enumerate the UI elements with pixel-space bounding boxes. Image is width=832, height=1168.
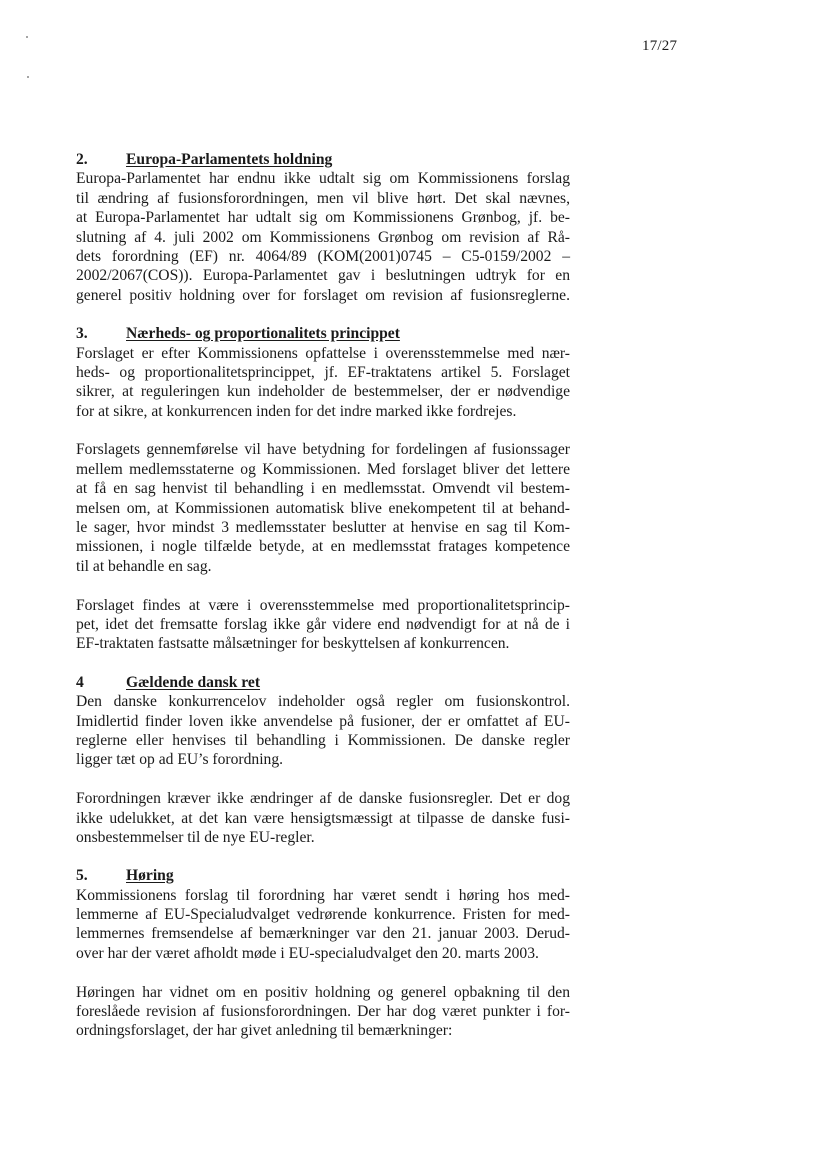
text-line: for at sikre, at konkurrencen inden for det indre marked ikke fordrejes. <box>76 402 517 420</box>
section-4 <box>76 673 570 848</box>
section-2 <box>76 150 570 305</box>
paragraph <box>76 344 570 422</box>
section-3 <box>76 324 570 654</box>
scan-speck <box>26 36 28 38</box>
text-line: foreslåede revision af fusionsforordningen. Der har dog været punkter i for- <box>76 1003 570 1021</box>
text-line: dets forordning (EF) nr. 4064/89 (KOM(2001)0745 – C5-0159/2002 – <box>76 247 570 265</box>
section-heading <box>76 673 570 692</box>
text-line: Forordningen kræver ikke ændringer af de danske fusionsregler. Det er dog <box>76 790 570 808</box>
document-body <box>76 150 570 1060</box>
text-line: over har der været afholdt møde i EU-specialudvalget den 20. marts 2003. <box>76 944 539 962</box>
text-line: Kommissionens forslag til forordning har været sendt i høring hos med- <box>76 886 570 904</box>
text-line: missionen, i nogle tilfælde betyde, at en medlemsstat fratages kompetence <box>76 538 570 556</box>
paragraph <box>76 886 570 964</box>
paragraph <box>76 440 570 576</box>
section-title: Europa-Parlamentets holdning <box>126 151 333 168</box>
text-line: slutning af 4. juli 2002 om Kommissionens Grønbog om revision af Rå- <box>76 228 570 246</box>
section-5 <box>76 866 570 1041</box>
paragraph <box>76 692 570 770</box>
text-line: lemmernes fremsendelse af bemærkninger var den 21. januar 2003. Derud- <box>76 925 570 943</box>
text-line: pet, idet det fremsatte forslag ikke går videre end nødvendigt for at nå de i <box>76 615 570 633</box>
page-number: 17/27 <box>642 38 678 54</box>
text-line: Den danske konkurrencelov indeholder også regler om fusionskontrol. <box>76 693 570 711</box>
section-title: Høring <box>126 867 174 885</box>
text-line: mellem medlemsstaterne og Kommissionen. Med forslaget bliver det lettere <box>76 460 570 478</box>
section-title: Nærheds- og proportionalitets princippet <box>126 325 400 343</box>
text-line: at få en sag henvist til behandling i en medlemsstat. Omvendt vil bestem- <box>76 480 570 498</box>
text-line: Forslaget findes at være i overensstemmelse med proportionalitetsprincip- <box>76 596 570 614</box>
text-line: lemmerne af EU-Specialudvalget vedrørende konkurrence. Fristen for med- <box>76 906 570 924</box>
text-line: Europa-Parlamentet har endnu ikke udtalt sig om Kommissionens forslag <box>76 170 570 188</box>
text-line: Høringen har vidnet om en positiv holdning og generel opbakning til den <box>76 983 570 1001</box>
text-line: EF-traktaten fastsatte målsætninger for beskyttelsen af konkurrencen. <box>76 635 510 653</box>
text-line: ligger tæt op ad EU’s forordning. <box>76 751 284 769</box>
text-line: reglerne eller henvises til behandling i Kommissionen. De danske regler <box>76 731 570 749</box>
text-line: melsen om, at Kommissionen automatisk blive enekompetent til at behand- <box>76 499 570 517</box>
section-heading <box>76 324 570 343</box>
paragraph <box>76 596 570 654</box>
section-title: Gældende dansk ret <box>126 673 261 691</box>
text-line: heds- og proportionalitetsprincippet, jf. EF-traktatens artikel 5. Forslaget <box>76 363 570 381</box>
paragraph <box>76 169 570 305</box>
text-line: generel positiv holdning over for forslaget om revision af fusionsreglerne. <box>76 286 570 304</box>
text-line: at Europa-Parlamentet har udtalt sig om Kommissionens Grønbog, jf. be- <box>76 209 570 227</box>
text-line: ordningsforslaget, der har givet anledning til bemærkninger: <box>76 1022 453 1040</box>
text-line: le sager, hvor mindst 3 medlemsstater beslutter at henvise en sag til Kom- <box>76 519 570 537</box>
text-line: Forslaget er efter Kommissionens opfattelse i overensstemmelse med nær- <box>76 344 570 362</box>
section-number: 3. <box>76 325 88 343</box>
text-line: onsbestemmelser til de nye EU-regler. <box>76 828 315 846</box>
text-line: Forslagets gennemførelse vil have betydning for fordelingen af fusionssager <box>76 441 570 459</box>
text-line: til ændring af fusionsforordningen, men vil blive hørt. Det skal nævnes, <box>76 189 570 207</box>
section-number: 4 <box>76 673 84 691</box>
text-line: sikrer, at reguleringen kun indeholder de bestemmelser, der er nødvendige <box>76 383 570 401</box>
text-line: Imidlertid finder loven ikke anvendelse på fusioner, der er omfattet af EU- <box>76 712 570 730</box>
section-number: 5. <box>76 867 88 885</box>
scan-speck <box>27 76 29 78</box>
paragraph <box>76 983 570 1041</box>
text-line: ikke udelukket, at det kan være hensigtsmæssigt at tilpasse de danske fusi- <box>76 809 570 827</box>
section-heading <box>76 866 570 885</box>
text-line: 2002/2067(COS)). Europa-Parlamentet gav i beslutningen udtryk for en <box>76 267 570 285</box>
paragraph <box>76 789 570 847</box>
section-number: 2. <box>76 151 88 168</box>
section-heading <box>76 150 570 169</box>
text-line: til at behandle en sag. <box>76 557 212 575</box>
